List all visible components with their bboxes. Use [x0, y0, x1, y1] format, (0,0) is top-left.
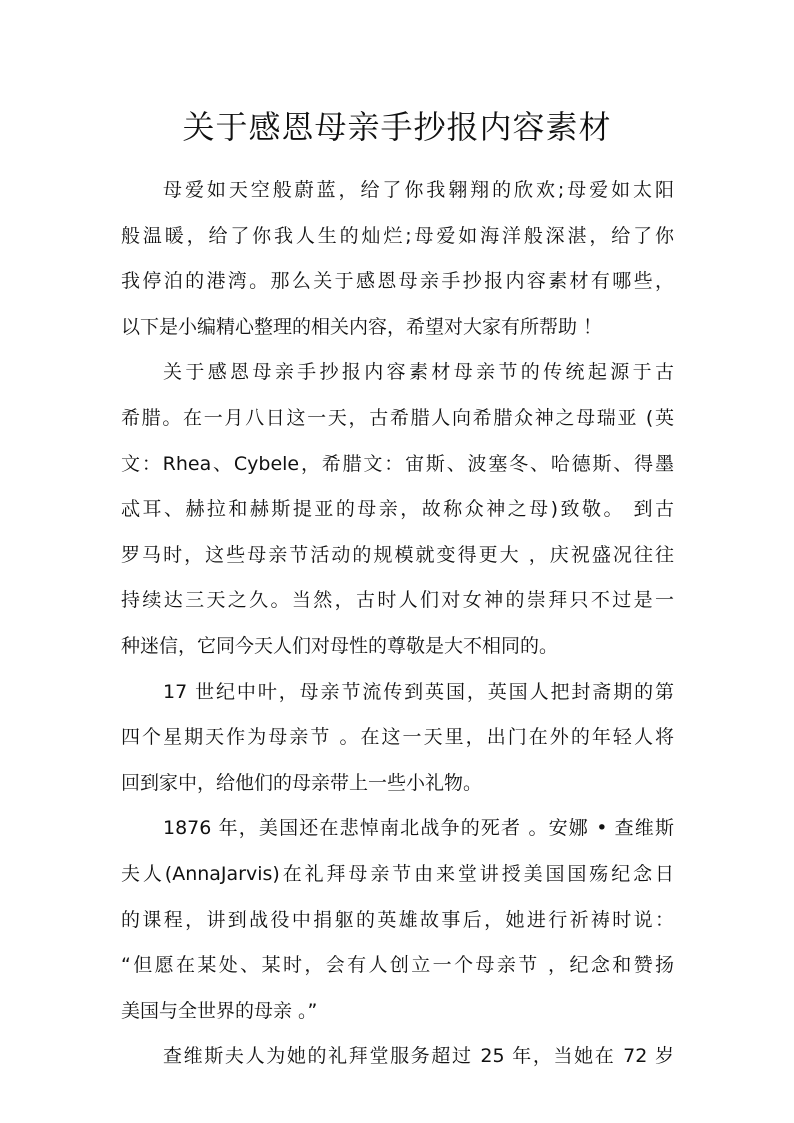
text-line: 种迷信，它同今天人们对母性的尊敬是大不相同的。 — [121, 634, 559, 657]
text-line: 美国与全世界的母亲 。” — [121, 999, 318, 1022]
text-line: 查维斯夫人为她的礼拜堂服务超过 25 年，当她在 72 岁 — [163, 1045, 674, 1068]
text-line: 持续达三天之久。当然，古时人们对女神的崇拜只不过是一 — [121, 589, 674, 612]
paragraph-origin — [121, 350, 674, 669]
text-line: 罗马时，这些母亲节活动的规模就变得更大 ，庆祝盛况往往 — [121, 543, 674, 566]
text-line: 母爱如天空般蔚蓝，给了你我翱翔的欣欢;母爱如太阳 — [163, 179, 674, 201]
text-line: 文：Rhea、Cybele，希腊文：宙斯、波塞冬、哈德斯、得墨 — [121, 452, 674, 475]
text-line: 关于感恩母亲手抄报内容素材母亲节的传统起源于古 — [163, 361, 674, 384]
text-line: 忒耳、赫拉和赫斯提亚的母亲，故称众神之母)致敬。 到古 — [121, 498, 674, 521]
text-line: 以下是小编精心整理的相关内容，希望对大家有所帮助 ！ — [121, 315, 603, 338]
document-title: 关于感恩母亲手抄报内容素材 — [182, 108, 612, 146]
text-line: 夫人(AnnaJarvis)在礼拜母亲节由来堂讲授美国国殇纪念日 — [121, 862, 674, 885]
text-line: 我停泊的港湾。那么关于感恩母亲手抄报内容素材有哪些， — [121, 270, 674, 293]
text-line: 般温暖，给了你我人生的灿烂;母爱如海洋般深湛，给了你 — [121, 224, 674, 247]
text-line: “但愿在某处、某时，会有人创立一个母亲节 ，纪念和赞扬 — [121, 954, 674, 977]
paragraph-jarvis — [121, 1034, 674, 1080]
text-line: 的课程，讲到战役中捐躯的英雄故事后，她进行祈祷时说： — [121, 908, 674, 931]
text-line: 17 世纪中叶，母亲节流传到英国，英国人把封斋期的第 — [163, 680, 674, 703]
text-line: 四个星期天作为母亲节 。在这一天里，出门在外的年轻人将 — [121, 726, 674, 749]
paragraph-intro — [121, 168, 674, 350]
text-line: 希腊。在一月八日这一天，古希腊人向希腊众神之母瑞亚 (英 — [121, 406, 674, 429]
document-body — [121, 168, 674, 1080]
text-line: 1876 年，美国还在悲悼南北战争的死者 。安娜 • 查维斯 — [163, 817, 674, 840]
paragraph-america — [121, 806, 674, 1034]
text-line: 回到家中，给他们的母亲带上一些小礼物。 — [121, 771, 483, 794]
paragraph-england — [121, 670, 674, 807]
